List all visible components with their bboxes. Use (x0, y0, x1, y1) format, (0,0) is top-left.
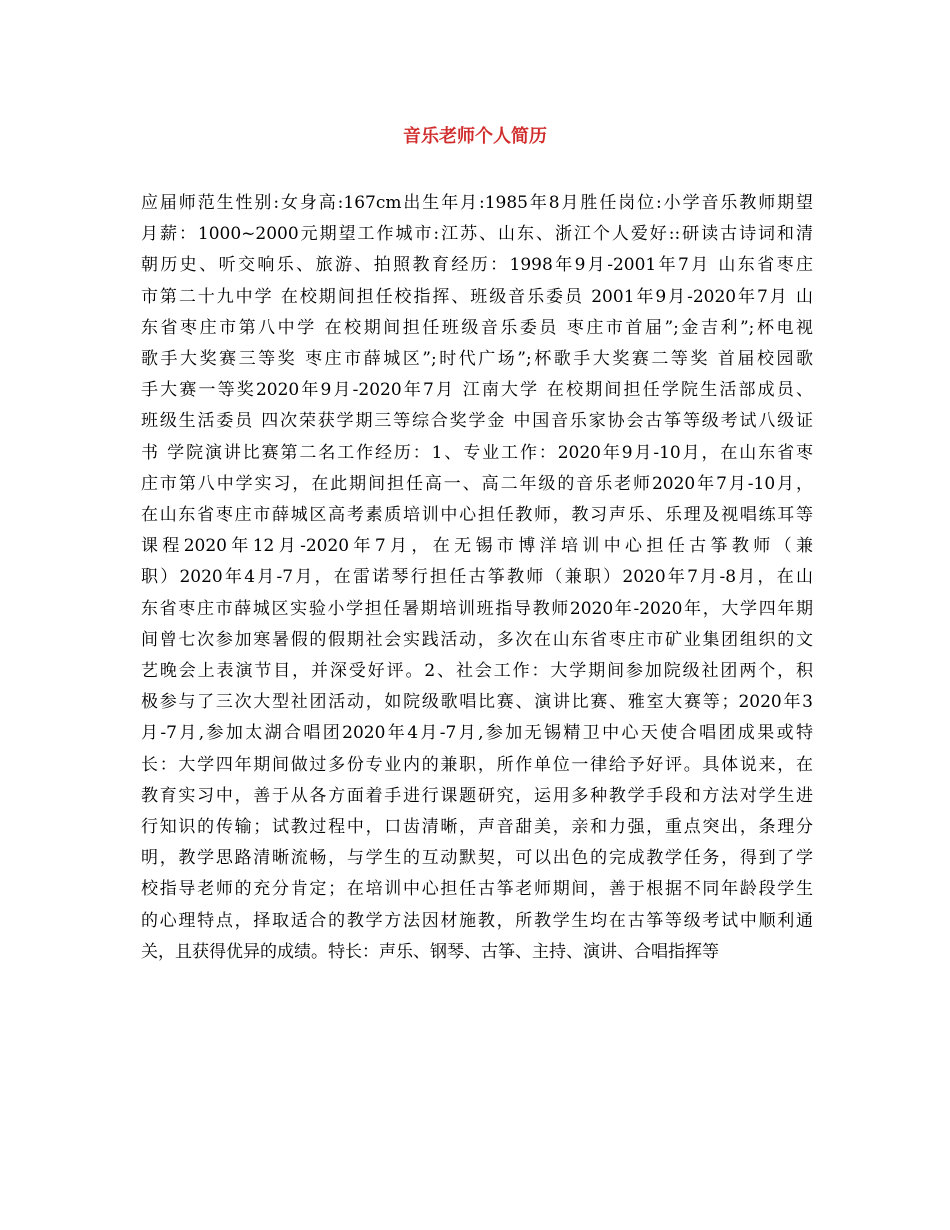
body-line: 书 学院演讲比赛第二名工作经历：1、专业工作：2020年9月-10月，在山东省枣 (141, 442, 813, 463)
body-line: 课程2020年12月-2020年7月，在无锡市博洋培训中心担任古筝教师（兼 (141, 536, 813, 557)
body-line: 校指导老师的充分肯定；在培训中心担任古筝老师期间，善于根据不同年龄段学生 (141, 879, 813, 900)
body-line: 市第二十九中学 在校期间担任校指挥、班级音乐委员 2001年9月-2020年7月 山 (141, 286, 813, 307)
document-body (141, 188, 813, 968)
body-line: 手大赛一等奖2020年9月-2020年7月 江南大学 在校期间担任学院生活部成员、 (141, 380, 813, 401)
body-line-last: 关，且获得优异的成绩。特长：声乐、钢琴、古筝、主持、演讲、合唱指挥等 (141, 941, 719, 962)
body-line: 艺晚会上表演节目，并深受好评。2、社会工作：大学期间参加院级社团两个，积 (141, 661, 813, 682)
body-line: 应届师范生性别:女身高:167cm出生年月:1985年8月胜任岗位:小学音乐教师期望 (141, 193, 813, 213)
body-line: 的心理特点，择取适合的教学方法因材施教，所教学生均在古筝等级考试中顺利通 (141, 910, 813, 931)
body-line: 朝历史、听交响乐、旅游、拍照教育经历：1998年9月-2001年7月 山东省枣庄 (141, 255, 813, 276)
body-line: 行知识的传输；试教过程中，口齿清晰，声音甜美，亲和力强，重点突出，条理分 (141, 817, 813, 838)
body-line: 月薪：1000~2000元期望工作城市:江苏、山东、浙江个人爱好::研读古诗词和清 (141, 224, 813, 245)
body-line: 在山东省枣庄市薛城区高考素质培训中心担任教师，教习声乐、乐理及视唱练耳等 (141, 505, 813, 526)
body-line: 班级生活委员 四次荣获学期三等综合奖学金 中国音乐家协会古筝等级考试八级证 (141, 411, 813, 432)
body-line: 教育实习中，善于从各方面着手进行课题研究，运用多种教学手段和方法对学生进 (141, 785, 813, 806)
body-line: 职）2020年4月-7月，在雷诺琴行担任古筝教师（兼职）2020年7月-8月，在山 (141, 567, 813, 588)
body-line: 庄市第八中学实习，在此期间担任高一、高二年级的音乐老师2020年7月-10月， (141, 473, 813, 494)
body-line: 月-7月,参加太湖合唱团2020年4月-7月,参加无锡精卫中心天使合唱团成果或特 (141, 723, 813, 744)
body-line: 明，教学思路清晰流畅，与学生的互动默契，可以出色的完成教学任务，得到了学 (141, 848, 813, 869)
body-line: 间曾七次参加寒暑假的假期社会实践活动，多次在山东省枣庄市矿业集团组织的文 (141, 629, 813, 650)
body-line: 歌手大奖赛三等奖 枣庄市薛城区”;时代广场”;杯歌手大奖赛二等奖 首届校园歌 (141, 349, 813, 370)
body-line: 东省枣庄市第八中学 在校期间担任班级音乐委员 枣庄市首届”;金吉利”;杯电视 (141, 317, 813, 338)
body-line: 极参与了三次大型社团活动，如院级歌唱比赛、演讲比赛、雅室大赛等；2020年3 (141, 692, 813, 713)
document-title: 音乐老师个人简历 (403, 126, 547, 147)
body-line: 东省枣庄市薛城区实验小学担任暑期培训班指导教师2020年-2020年，大学四年期 (141, 598, 813, 619)
body-line: 长：大学四年期间做过多份专业内的兼职，所作单位一律给予好评。具体说来，在 (141, 754, 813, 775)
